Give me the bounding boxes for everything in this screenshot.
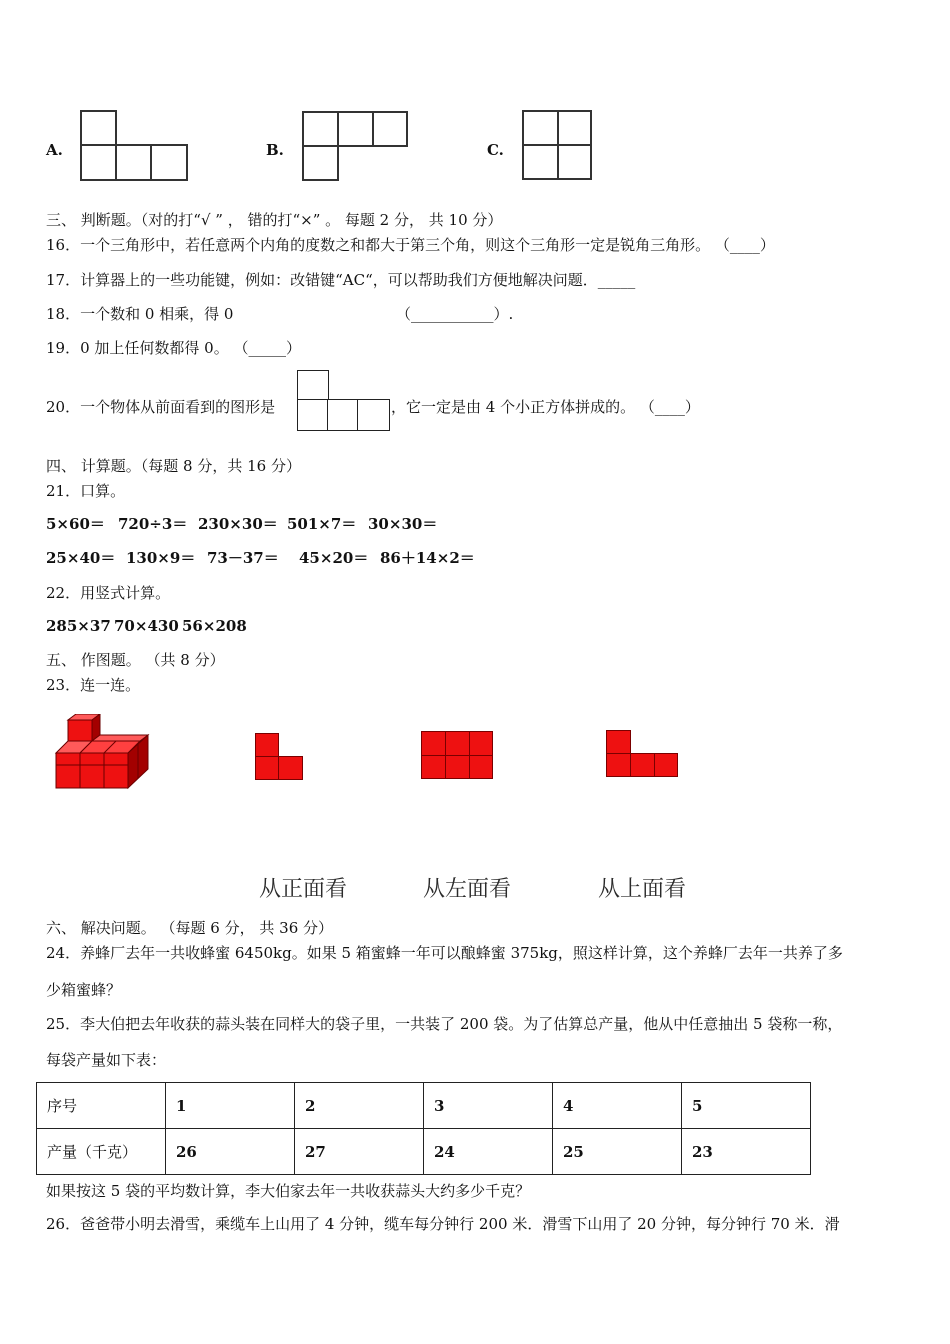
red-square (255, 756, 279, 780)
option-b-square (372, 111, 408, 147)
question-20-square (297, 370, 329, 401)
red-square (445, 731, 470, 756)
option-c-square (557, 110, 592, 146)
question-19: 19．0 加上任何数都得 0。 （_____） (46, 339, 301, 357)
section-3-heading: 三、 判断题。（对的打“√ ” ， 错的打“×” 。 每题 2 分， 共 10 分） (46, 211, 503, 229)
mental-calc-item: 45×20＝ (299, 549, 369, 567)
mental-calc-item: 5×60＝ (46, 515, 105, 533)
mental-calc-item: 230×30＝ (198, 515, 278, 533)
mental-calc-item: 30×30＝ (368, 515, 438, 533)
cube-stack-3d (50, 714, 150, 792)
table-row (37, 1129, 811, 1175)
mental-calc-item: 501×7＝ (287, 515, 357, 533)
option-c-square (522, 144, 559, 180)
question-21: 21．口算。 (46, 482, 126, 500)
red-square (421, 755, 446, 779)
question-24-cont: 少箱蜜蜂？ (46, 981, 122, 999)
section-4-heading: 四、 计算题。（每题 8 分，共 16 分） (46, 457, 301, 475)
option-c-square (522, 110, 559, 146)
vertical-calc-item: 70×430 (114, 617, 179, 635)
option-b-square (302, 145, 339, 181)
question-20-text-after: ，它一定是由 4 个小正方体拼成的。 （____） (391, 398, 700, 416)
table-cell: 1 (166, 1083, 295, 1129)
mental-calc-item: 73－37＝ (207, 549, 279, 567)
question-20-text: 20．一个物体从前面看到的图形是 (46, 398, 276, 416)
question-25-cont: 每袋产量如下表： (46, 1051, 167, 1069)
table-cell: 产量（千克） (37, 1129, 166, 1175)
mental-calc-item: 720÷3＝ (118, 515, 188, 533)
table-cell: 5 (682, 1083, 811, 1129)
red-square (445, 755, 470, 779)
red-square (469, 755, 493, 779)
question-23: 23．连一连。 (46, 676, 141, 694)
section-6-heading: 六、 解决问题。 （每题 6 分， 共 36 分） (46, 919, 334, 937)
question-18-blank: （___________）. (396, 305, 514, 323)
option-a-square (115, 144, 152, 181)
option-a-square (80, 144, 117, 181)
question-20-square (297, 399, 329, 431)
table-cell: 26 (166, 1129, 295, 1175)
table-cell: 4 (553, 1083, 682, 1129)
option-b-square (302, 111, 339, 147)
table-cell: 24 (424, 1129, 553, 1175)
table-cell: 27 (295, 1129, 424, 1175)
question-24: 24．养蜂厂去年一共收蜂蜜 6450kg。如果 5 箱蜜蜂一年可以酿蜂蜜 375kg，照这样计算，这个养蜂厂去年一共养了多 (46, 944, 843, 962)
option-b-square (337, 111, 374, 147)
section-5-heading: 五、 作图题。 （共 8 分） (46, 651, 225, 669)
question-16: 16．一个三角形中，若任意两个内角的度数之和都大于第三个角，则这个三角形一定是锐角三角形。 （____） (46, 236, 775, 254)
mental-calc-item: 130×9＝ (126, 549, 196, 567)
red-square (469, 731, 493, 756)
option-a-square (150, 144, 188, 181)
question-25: 25．李大伯把去年收获的蒜头装在同样大的袋子里，一共装了 200 袋。为了估算总产量，他从中任意抽出 5 袋称一称， (46, 1015, 843, 1033)
question-17: 17．计算器上的一些功能键，例如：改错键“AC“，可以帮助我们方便地解决问题．_____ (46, 271, 636, 289)
question-22: 22．用竖式计算。 (46, 584, 171, 602)
table-cell: 25 (553, 1129, 682, 1175)
table-row (37, 1083, 811, 1129)
option-a-square (80, 110, 117, 146)
option-c-label: C. (487, 141, 504, 159)
vertical-calc-item: 285×37 (46, 617, 111, 635)
question-25-ask: 如果按这 5 袋的平均数计算，李大伯家去年一共收获蒜头大约多少千克？ (46, 1182, 531, 1200)
red-square (606, 730, 631, 754)
view-label-front: 从正面看 (259, 877, 348, 902)
table-cell: 23 (682, 1129, 811, 1175)
view-label-left: 从左面看 (423, 877, 512, 902)
red-square (278, 756, 303, 780)
question-20-square (327, 399, 359, 431)
view-label-top: 从上面看 (598, 877, 687, 902)
red-square (630, 753, 655, 777)
mental-calc-item: 86＋14×2＝ (380, 549, 475, 567)
mental-calc-item: 25×40＝ (46, 549, 116, 567)
red-square (606, 753, 631, 777)
table-cell: 2 (295, 1083, 424, 1129)
table-cell: 3 (424, 1083, 553, 1129)
red-square (654, 753, 678, 777)
yield-table (36, 1082, 811, 1175)
question-26: 26．爸爸带小明去滑雪，乘缆车上山用了 4 分钟，缆车每分钟行 200 米．滑雪下山用了 20 分钟，每分钟行 70 米．滑 (46, 1215, 840, 1233)
red-square (255, 733, 279, 757)
table-cell: 序号 (37, 1083, 166, 1129)
option-b-label: B. (266, 141, 284, 159)
option-a-label: A. (46, 141, 63, 159)
option-c-square (557, 144, 592, 180)
question-20-square (357, 399, 390, 431)
vertical-calc-item: 56×208 (182, 617, 247, 635)
red-square (421, 731, 446, 756)
question-18: 18．一个数和 0 相乘，得 0 (46, 305, 234, 323)
